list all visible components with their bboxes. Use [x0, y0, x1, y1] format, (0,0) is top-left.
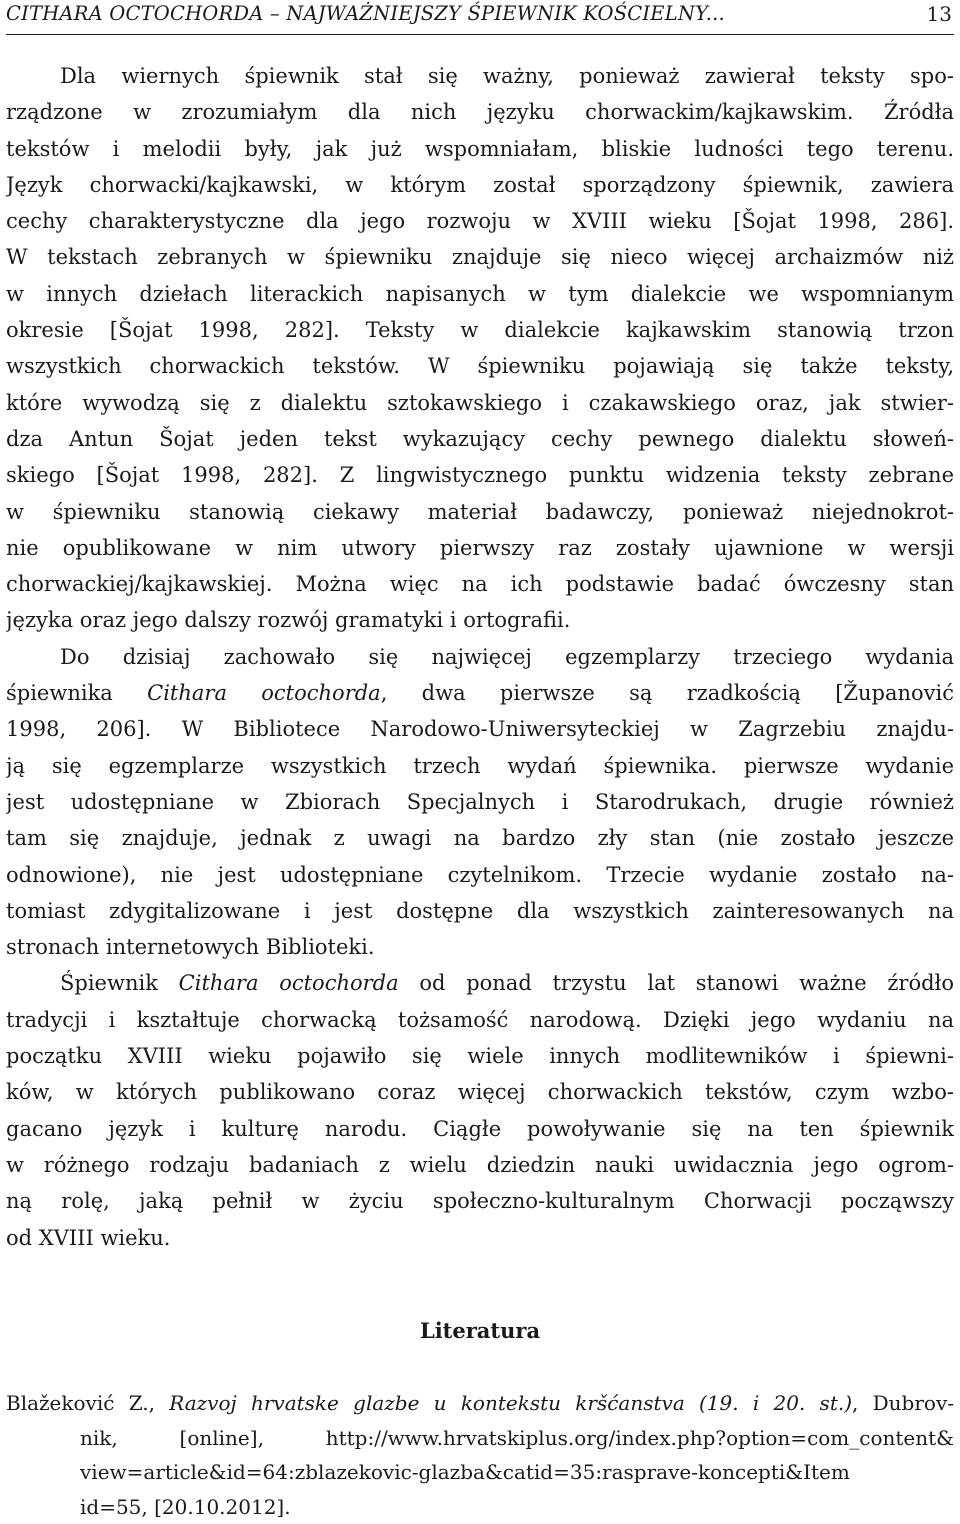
text-line: stronach internetowych Biblioteki. [6, 929, 954, 965]
text-line: tomiast zdygitalizowane i jest dostępne dla wszystkich zainteresowanych na [6, 893, 954, 929]
reference-line: view=article&id=64:zblazekovic-glazba&catid=35:rasprave-koncepti&Item [6, 1455, 954, 1490]
text-line: śpiewnika Cithara octochorda, dwa pierwsze są rzadkością [Županović [6, 675, 954, 711]
running-header [6, 0, 954, 35]
running-title: CITHARA OCTOCHORDA – NAJWAŻNIEJSZY ŚPIEWNIK KOŚCIELNY... [6, 2, 725, 25]
text-line: skiego [Šojat 1998, 282]. Z lingwistycznego punktu widzenia teksty zebrane [6, 457, 954, 493]
text-line: chorwackiej/kajkawskiej. Można więc na ich podstawie badać ówczesny stan [6, 566, 954, 602]
paragraph [6, 639, 954, 966]
text-line: odnowione), nie jest udostępniane czytelnikom. Trzecie wydanie zostało na- [6, 857, 954, 893]
text-line: gacano język i kulturę narodu. Ciągłe powoływanie się na ten śpiewnik [6, 1111, 954, 1147]
text-line: Język chorwacki/kajkawski, w którym został sporządzony śpiewnik, zawiera [6, 167, 954, 203]
body-text [6, 58, 954, 1256]
text-line: jest udostępniane w Zbiorach Specjalnych i Starodrukach, drugie również [6, 784, 954, 820]
paragraph [6, 58, 954, 639]
text-line: Śpiewnik Cithara octochorda od ponad trzystu lat stanowi ważne źródło [6, 965, 954, 1001]
italic-title: Cithara octochorda [179, 971, 399, 995]
text-line: od XVIII wieku. [6, 1220, 954, 1256]
text-line: wszystkich chorwackich tekstów. W śpiewniku pojawiają się także teksty, [6, 348, 954, 384]
reference-line: Blažeković Z., Razvoj hrvatske glazbe u kontekstu kršćanstva (19. i 20. st.), Dubrov- [6, 1386, 954, 1421]
paragraph [6, 965, 954, 1255]
text-line: języka oraz jego dalszy rozwój gramatyki i ortografii. [6, 602, 954, 638]
italic-title: Cithara octochorda [147, 681, 381, 705]
section-heading-literatura: Literatura [0, 1318, 960, 1343]
text-line: tradycji i kształtuje chorwacką tożsamość narodową. Dzięki jego wydaniu na [6, 1002, 954, 1038]
text-line: początku XVIII wieku pojawiło się wiele innych modlitewników i śpiewni- [6, 1038, 954, 1074]
text-line: 1998, 206]. W Bibliotece Narodowo-Uniwersyteckiej w Zagrzebiu znajdu- [6, 711, 954, 747]
text-line: okresie [Šojat 1998, 282]. Teksty w dialekcie kajkawskim stanowią trzon [6, 312, 954, 348]
text-line: tam się znajduje, jednak z uwagi na bardzo zły stan (nie zostało jeszcze [6, 820, 954, 856]
text-line: rządzone w zrozumiałym dla nich języku chorwackim/kajkawskim. Źródła [6, 94, 954, 130]
text-line: ją się egzemplarze wszystkich trzech wydań śpiewnika. pierwsze wydanie [6, 748, 954, 784]
text-line: w śpiewniku stanowią ciekawy materiał badawczy, ponieważ niejednokrot- [6, 494, 954, 530]
text-line: dza Antun Šojat jeden tekst wykazujący cechy pewnego dialektu słoweń- [6, 421, 954, 457]
text-line: ną rolę, jaką pełnił w życiu społeczno-kulturalnym Chorwacji począwszy [6, 1183, 954, 1219]
text-line: Dla wiernych śpiewnik stał się ważny, ponieważ zawierał teksty spo- [6, 58, 954, 94]
text-line: które wywodzą się z dialektu sztokawskiego i czakawskiego oraz, jak stwier- [6, 385, 954, 421]
page-number: 13 [927, 2, 952, 26]
italic-title: Razvoj hrvatske glazbe u kontekstu kršćanstva (19. i 20. st.) [169, 1391, 852, 1415]
text-line: Do dzisiaj zachowało się najwięcej egzemplarzy trzeciego wydania [6, 639, 954, 675]
text-line: W tekstach zebranych w śpiewniku znajduje się nieco więcej archaizmów niż [6, 239, 954, 275]
text-line: tekstów i melodii były, jak już wspomniałam, bliskie ludności tego terenu. [6, 131, 954, 167]
reference-line: id=55, [20.10.2012]. [6, 1490, 954, 1524]
text-line: w innych dziełach literackich napisanych w tym dialekcie we wspomnianym [6, 276, 954, 312]
text-line: w różnego rodzaju badaniach z wielu dziedzin nauki uwidacznia jego ogrom- [6, 1147, 954, 1183]
reference-entry [6, 1386, 954, 1524]
text-line: cechy charakterystyczne dla jego rozwoju w XVIII wieku [Šojat 1998, 286]. [6, 203, 954, 239]
reference-line: nik, [online], http://www.hrvatskiplus.org/index.php?option=com_content& [6, 1421, 954, 1456]
reference-list [6, 1386, 954, 1524]
text-line: ków, w których publikowano coraz więcej chorwackich tekstów, czym wzbo- [6, 1074, 954, 1110]
text-line: nie opublikowane w nim utwory pierwszy raz zostały ujawnione w wersji [6, 530, 954, 566]
